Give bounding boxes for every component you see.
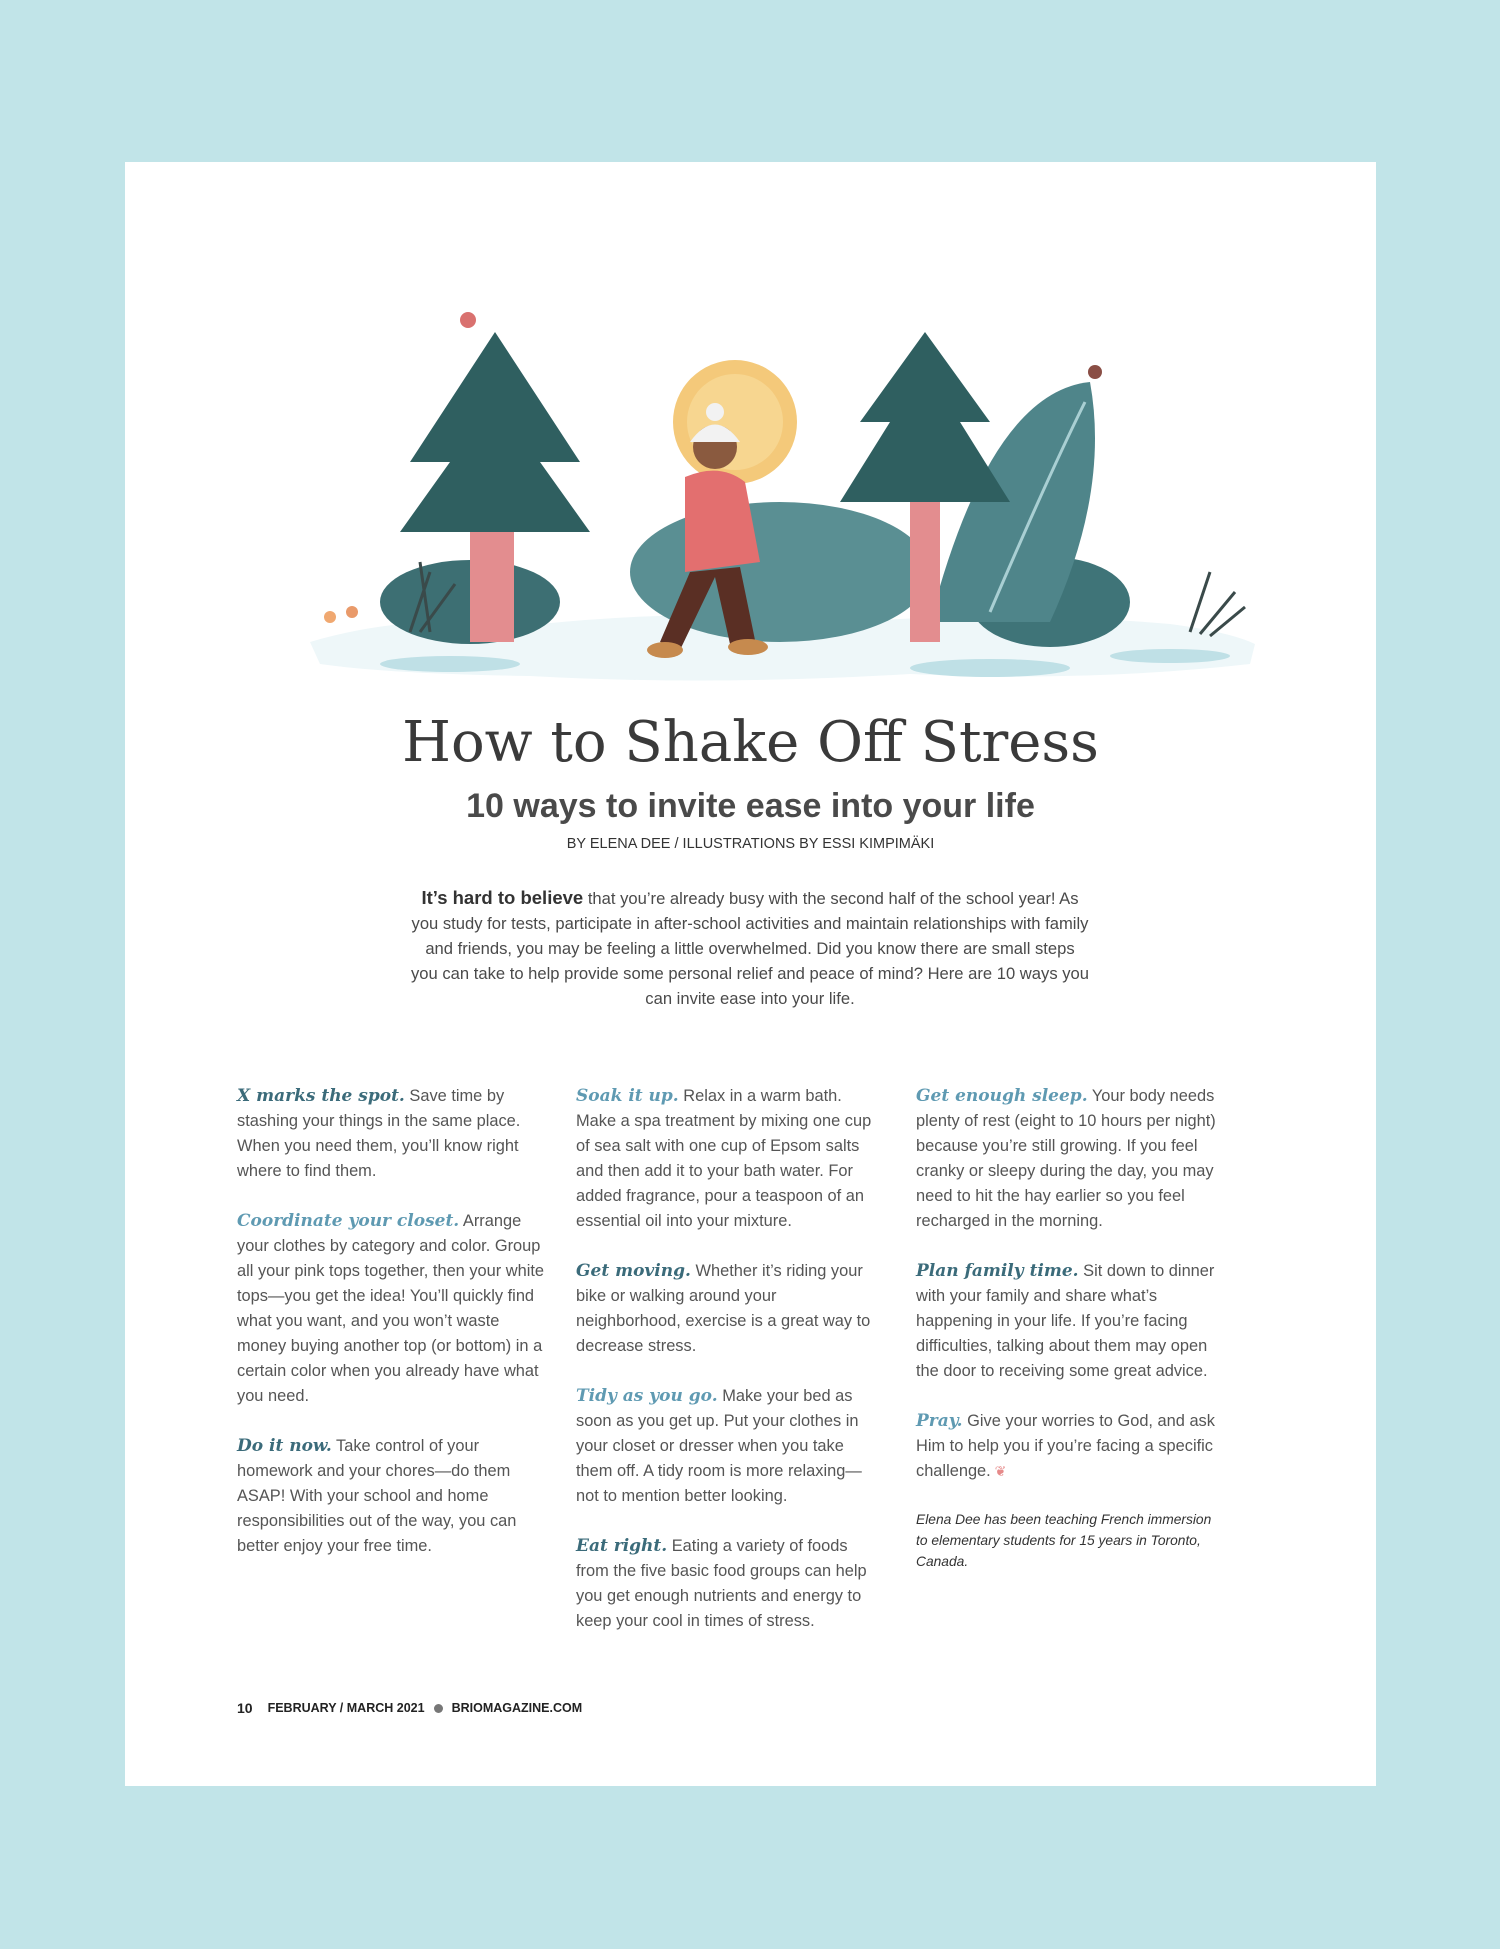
tip-item bbox=[576, 1534, 884, 1634]
author-bio: Elena Dee has been teaching French immersion to elementary students for 15 years in Toronto, Canada. bbox=[916, 1512, 1212, 1569]
tip-heading: Get enough sleep. bbox=[916, 1086, 1088, 1106]
tip-item bbox=[237, 1209, 545, 1409]
intro-lead: It’s hard to believe bbox=[421, 887, 584, 908]
tip-item bbox=[576, 1384, 884, 1509]
tip-item bbox=[916, 1084, 1224, 1234]
tip-heading: Coordinate your closet. bbox=[237, 1211, 460, 1231]
tip-heading: Pray. bbox=[916, 1411, 963, 1431]
article-subtitle: 10 ways to invite ease into your life bbox=[466, 787, 1035, 825]
tip-body: Make your bed as soon as you get up. Put your clothes in your closet or dresser when you take them off. A tidy room is more relaxing—not to mention better looking. bbox=[576, 1387, 862, 1505]
tip-item bbox=[237, 1434, 545, 1559]
tips-column-1 bbox=[237, 1084, 545, 1584]
tip-item bbox=[237, 1084, 545, 1184]
intro-body: that you’re already busy with the second half of the school year! As you study for tests, participate in after-school activities and maintain relationships with family and friends, you may be feeling a little overwhelmed. Did you know there are small steps you can take to help provide some personal relief and peace of mind? Here are 10 ways you can invite ease into your life. bbox=[411, 889, 1089, 1008]
tip-item bbox=[576, 1084, 884, 1234]
tip-heading: Eat right. bbox=[576, 1536, 668, 1556]
tip-heading: Tidy as you go. bbox=[576, 1386, 718, 1406]
end-mark-icon: ❦ bbox=[990, 1463, 1007, 1479]
tip-body: Save time by stashing your things in the same place. When you need them, you’ll know right where to find them. bbox=[237, 1087, 521, 1180]
tip-body: Whether it’s riding your bike or walking around your neighborhood, exercise is a great way to decrease stress. bbox=[576, 1262, 871, 1355]
website-link[interactable]: BRIOMAGAZINE.COM bbox=[451, 1701, 583, 1715]
tip-body: Arrange your clothes by category and color. Group all your pink tops together, then your white tops—you get the idea! You’ll quickly find what you want, and you won’t waste money buying another top (or bottom) in a certain color when you already have what you need. bbox=[237, 1212, 545, 1405]
tip-heading: Soak it up. bbox=[576, 1086, 679, 1106]
tip-item bbox=[576, 1259, 884, 1359]
winter-walk-illustration bbox=[290, 272, 1270, 702]
tip-heading: Get moving. bbox=[576, 1261, 691, 1281]
tip-body: Eating a variety of foods from the five basic food groups can help you get enough nutrients and energy to keep your cool in times of stress. bbox=[576, 1537, 867, 1630]
tips-column-3 bbox=[916, 1084, 1224, 1572]
tip-body: Take control of your homework and your chores—do them ASAP! With your school and home responsibilities out of the way, you can better enjoy your free time. bbox=[237, 1437, 517, 1555]
tip-heading: Plan family time. bbox=[916, 1261, 1079, 1281]
intro-paragraph bbox=[410, 885, 1090, 1011]
tip-body: Give your worries to God, and ask Him to help you if you’re facing a specific challenge. bbox=[916, 1412, 1215, 1480]
tips-column-2 bbox=[576, 1084, 884, 1659]
article-title: How to Shake Off Stress bbox=[402, 710, 1099, 775]
tip-item bbox=[916, 1409, 1224, 1484]
byline: BY ELENA DEE / ILLUSTRATIONS BY ESSI KIMPIMÄKI bbox=[566, 836, 935, 852]
issue-date: FEBRUARY / MARCH 2021 bbox=[267, 1701, 425, 1715]
page-number: 10 bbox=[237, 1700, 253, 1716]
tip-body: Relax in a warm bath. Make a spa treatment by mixing one cup of sea salt with one cup of Epsom salts and then add it to your bath water. For added fragrance, pour a teaspoon of an essential oil into your mixture. bbox=[576, 1087, 872, 1230]
magazine-page bbox=[125, 162, 1376, 1786]
tip-item bbox=[916, 1259, 1224, 1384]
tip-body: Sit down to dinner with your family and share what’s happening in your life. If you’re facing difficulties, talking about them may open the door to receiving some great advice. bbox=[916, 1262, 1215, 1380]
page-footer bbox=[237, 1700, 582, 1716]
bullet-dot-icon bbox=[434, 1704, 443, 1713]
tip-heading: Do it now. bbox=[237, 1436, 332, 1456]
tip-heading: X marks the spot. bbox=[237, 1086, 405, 1106]
tip-body: Your body needs plenty of rest (eight to 10 hours per night) because you’re still growing. If you feel cranky or sleepy during the day, you may need to hit the hay earlier so you feel recharged in the morning. bbox=[916, 1087, 1216, 1230]
